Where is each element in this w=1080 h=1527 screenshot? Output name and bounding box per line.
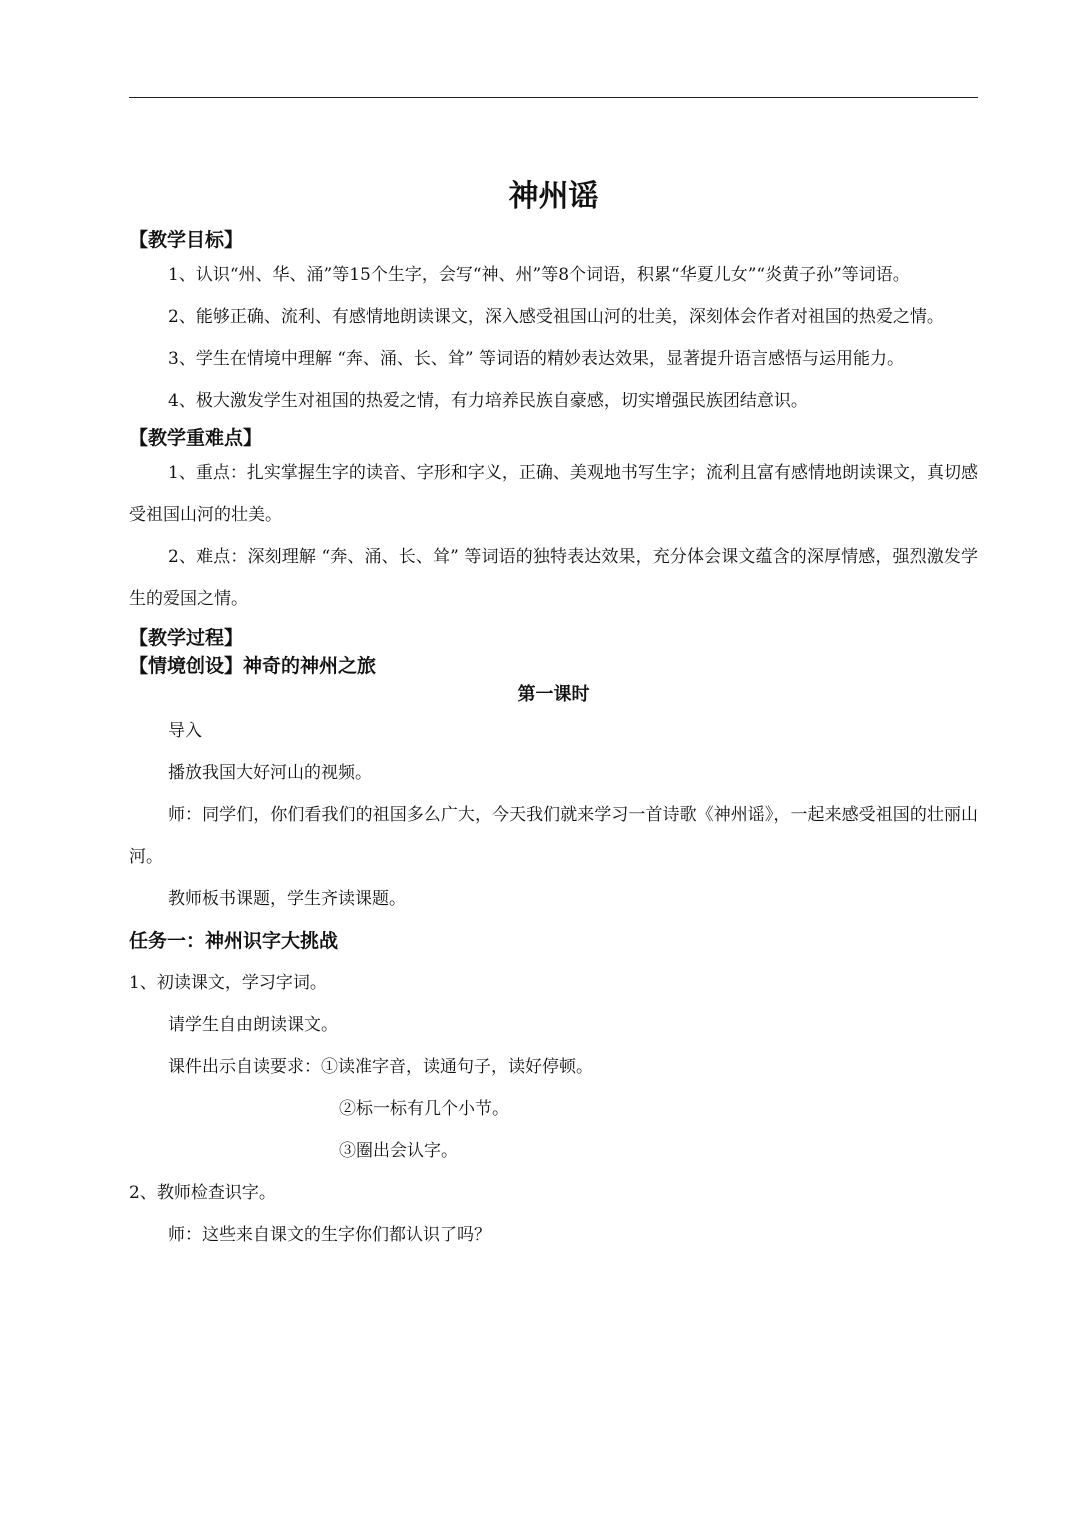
lesson-heading: 第一课时 bbox=[517, 684, 590, 705]
process-heading: 【教学过程】 bbox=[129, 627, 244, 649]
document-page bbox=[129, 172, 978, 1256]
key-point-item: 1、重点：扎实掌握生字的读音、字形和字义，正确、美观地书写生字；流利且富有感情地朗读课文，真切感受祖国山河的壮美。 bbox=[129, 463, 978, 525]
task1-step1: 1、初读课文，学习字词。 bbox=[129, 973, 327, 993]
task1-heading: 任务一：神州识字大挑战 bbox=[129, 930, 339, 952]
document-title: 神州谣 bbox=[508, 179, 599, 214]
key-points-heading: 【教学重难点】 bbox=[129, 427, 263, 449]
objective-item: 4、极大激发学生对祖国的热爱之情，有力培养民族自豪感，切实增强民族团结意识。 bbox=[168, 391, 808, 411]
task1-step1-line: 请学生自由朗读课文。 bbox=[168, 1015, 338, 1035]
objective-item: 2、能够正确、流利、有感情地朗读课文，深入感受祖国山河的壮美，深刻体会作者对祖国的热爱之情。 bbox=[168, 307, 944, 327]
objectives-heading: 【教学目标】 bbox=[129, 229, 244, 251]
objective-item: 3、学生在情境中理解 “奔、涌、长、耸” 等词语的精妙表达效果，显著提升语言感悟与运用能力。 bbox=[168, 349, 905, 369]
header-rule bbox=[129, 97, 978, 98]
task1-subitem: ②标一标有几个小节。 bbox=[339, 1099, 509, 1119]
intro-line: 导入 bbox=[168, 721, 202, 741]
scenario-heading: 【情境创设】神奇的神州之旅 bbox=[129, 655, 377, 677]
task1-step2: 2、教师检查识字。 bbox=[129, 1183, 276, 1203]
task1-step2-line: 师：这些来自课文的生字你们都认识了吗？ bbox=[168, 1225, 491, 1245]
key-point-item: 2、难点：深刻理解 “奔、涌、长、耸” 等词语的独特表达效果，充分体会课文蕴含的深厚情感，强烈激发学生的爱国之情。 bbox=[129, 547, 978, 609]
intro-line: 教师板书课题，学生齐读课题。 bbox=[168, 889, 406, 909]
task1-step1-line: 课件出示自读要求：①读准字音，读通句子，读好停顿。 bbox=[168, 1057, 593, 1077]
intro-line: 播放我国大好河山的视频。 bbox=[168, 763, 372, 783]
task1-subitem: ③圈出会认字。 bbox=[339, 1141, 458, 1161]
intro-line: 师：同学们，你们看我们的祖国多么广大，今天我们就来学习一首诗歌《神州谣》，一起来感受祖国的壮丽山河。 bbox=[129, 805, 978, 867]
objective-item: 1、认识“州、华、涌”等15个生字，会写“神、州”等8个词语，积累“华夏儿女”“炎黄子孙”等词语。 bbox=[168, 265, 910, 285]
